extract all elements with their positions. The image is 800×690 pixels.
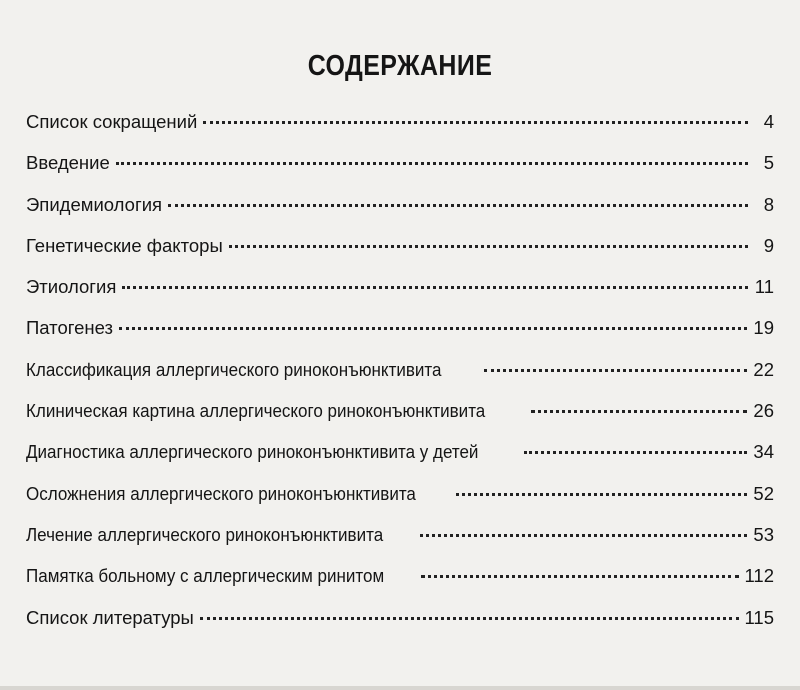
toc-entry-page: 26	[753, 400, 774, 422]
toc-entry-label: Диагностика аллергического риноконъюнктивита у детей	[26, 441, 479, 463]
toc-entry-label: Генетические факторы	[26, 234, 223, 256]
toc-entry	[26, 318, 774, 359]
toc-entry-page: 115	[744, 606, 774, 628]
toc-entry-label: Список литературы	[26, 606, 194, 628]
dot-leader	[456, 493, 748, 496]
dot-leader	[524, 451, 748, 454]
toc-entry-label: Клиническая картина аллергического риноконъюнктивита	[26, 400, 486, 422]
toc-entry-label: Эпидемиология	[26, 193, 163, 215]
dot-leader	[203, 121, 748, 124]
toc-entry	[26, 566, 774, 607]
dot-leader	[531, 410, 747, 413]
toc-entry	[26, 360, 774, 401]
toc-entry	[26, 484, 774, 525]
toc-entry	[26, 195, 774, 236]
toc-entry-page: 52	[753, 482, 774, 504]
toc-entry-page: 8	[763, 193, 774, 215]
toc-entry	[26, 442, 774, 483]
toc-entry	[26, 525, 774, 566]
dot-leader	[200, 617, 739, 620]
toc-entry-label: Классификация аллергического риноконъюнктивита	[26, 358, 442, 380]
toc-entry-label: Осложнения аллергического риноконъюнктивита	[26, 482, 416, 504]
dot-leader	[119, 327, 747, 330]
toc-entry-page: 5	[763, 152, 774, 174]
toc-entry-label: Патогенез	[26, 317, 113, 339]
dot-leader	[420, 534, 747, 537]
toc-entry	[26, 153, 774, 194]
toc-entry-page: 34	[753, 441, 774, 463]
toc-entry-page: 22	[753, 358, 774, 380]
table-of-contents	[26, 112, 774, 649]
toc-entry	[26, 236, 774, 277]
toc-entry	[26, 401, 774, 442]
page-title: СОДЕРЖАНИЕ	[307, 50, 493, 82]
toc-entry-page: 4	[763, 111, 774, 132]
dot-leader	[421, 575, 738, 578]
dot-leader	[168, 204, 748, 207]
toc-entry	[26, 112, 774, 153]
toc-entry-label: Список сокращений	[26, 111, 198, 132]
dot-leader	[484, 369, 748, 372]
dot-leader	[229, 245, 748, 248]
toc-entry-page: 9	[763, 234, 774, 256]
dot-leader	[116, 162, 748, 165]
toc-entry-page: 11	[754, 276, 774, 298]
toc-entry-page: 53	[753, 523, 774, 545]
page-edge	[0, 686, 800, 690]
toc-entry-label: Введение	[26, 152, 110, 174]
toc-entry-label: Лечение аллергического риноконъюнктивита	[26, 523, 384, 545]
toc-entry-label: Этиология	[26, 276, 117, 298]
toc-entry-page: 112	[744, 565, 774, 587]
toc-entry	[26, 277, 774, 318]
toc-entry-page: 19	[753, 317, 774, 339]
dot-leader	[122, 286, 748, 289]
toc-entry-label: Памятка больному с аллергическим ринитом	[26, 565, 385, 587]
toc-entry	[26, 608, 774, 649]
